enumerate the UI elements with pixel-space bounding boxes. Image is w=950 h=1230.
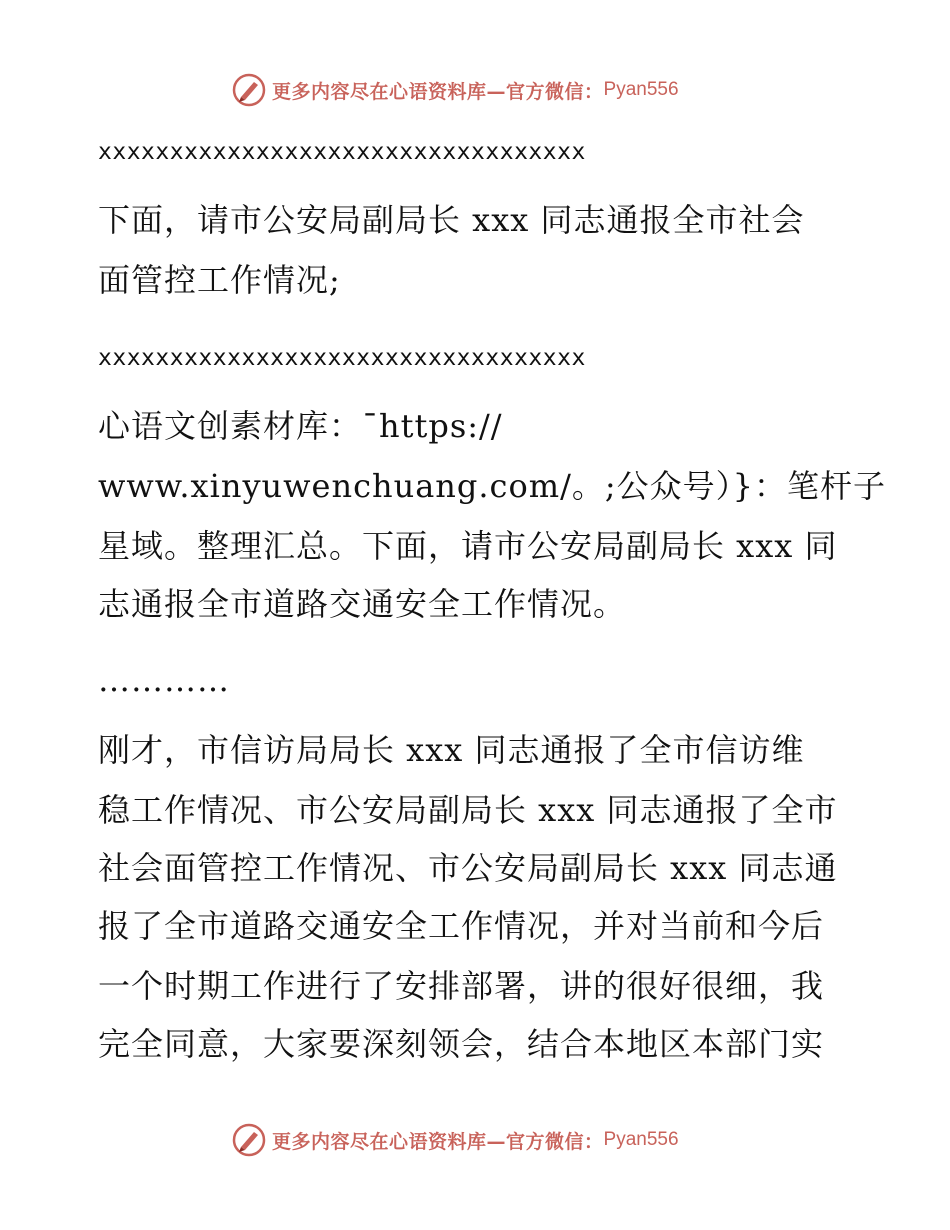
watermark-wechat-id: Pyan556 <box>603 79 679 100</box>
placeholder-line: xxxxxxxxxxxxxxxxxxxxxxxxxxxxxxxxxx <box>98 345 586 371</box>
paragraph-line: 报了全市道路交通安全工作情况，并对当前和今后 <box>98 907 825 945</box>
paragraph-line: 心语文创素材库：¯https:// <box>98 407 503 445</box>
pen-logo-icon <box>232 73 266 107</box>
paragraph-line: 下面，请市公安局副局长 xxx 同志通报全市社会 <box>98 201 805 239</box>
paragraph-line: 志通报全市道路交通安全工作情况。 <box>98 585 627 623</box>
placeholder-line: xxxxxxxxxxxxxxxxxxxxxxxxxxxxxxxxxx <box>98 139 586 165</box>
paragraph-line: 稳工作情况、市公安局副局长 xxx 同志通报了全市 <box>98 791 838 829</box>
watermark-text: 更多内容尽在心语资料库—官方微信： <box>272 1130 604 1153</box>
ellipsis-line: ………… <box>98 661 230 699</box>
paragraph-line: 刚才，市信访局局长 xxx 同志通报了全市信访维 <box>98 731 805 769</box>
footer-watermark <box>232 1120 679 1160</box>
paragraph-line: www.xinyuwenchuang.com/。;公众号）}：笔杆子 <box>98 467 887 505</box>
paragraph-line: 完全同意，大家要深刻领会，结合本地区本部门实 <box>98 1025 825 1063</box>
pen-logo-icon <box>232 1123 266 1157</box>
paragraph-line: 社会面管控工作情况、市公安局副局长 xxx 同志通 <box>98 849 838 887</box>
watermark-text: 更多内容尽在心语资料库—官方微信： <box>272 80 604 103</box>
paragraph-line: 面管控工作情况; <box>98 261 341 299</box>
paragraph-line: 一个时期工作进行了安排部署，讲的很好很细，我 <box>98 967 825 1005</box>
paragraph-line: 星域。整理汇总。下面，请市公安局副局长 xxx 同 <box>98 527 838 565</box>
watermark-wechat-id: Pyan556 <box>603 1129 679 1150</box>
header-watermark <box>232 70 679 110</box>
